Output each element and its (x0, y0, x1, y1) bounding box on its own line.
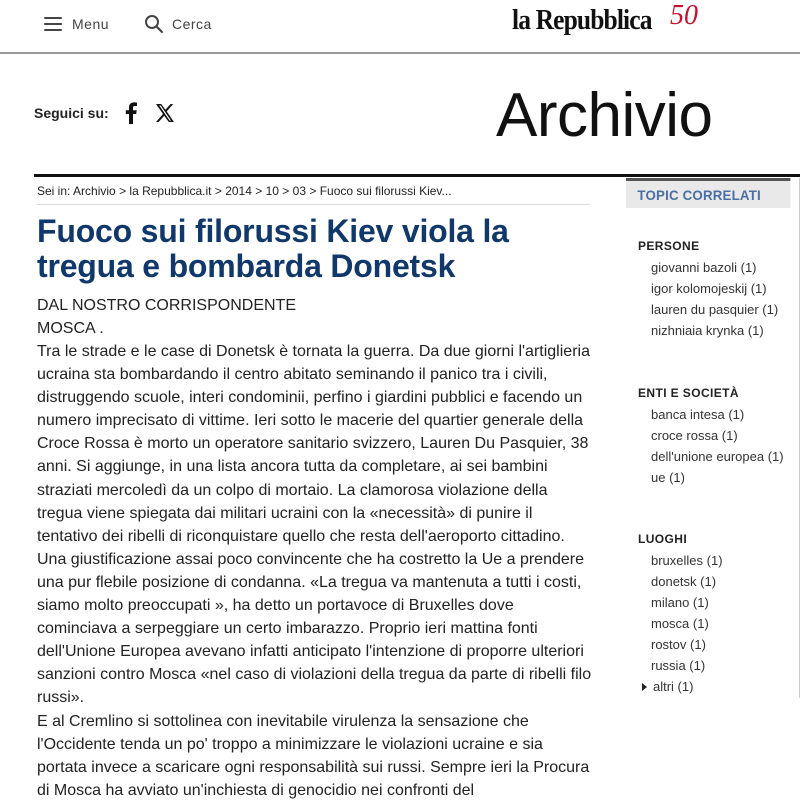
divider (34, 174, 800, 177)
breadcrumb (37, 184, 590, 205)
search-icon (144, 14, 164, 34)
topic-group-title: LUOGHI (638, 532, 688, 546)
topic-link[interactable]: rostov (1) (651, 637, 706, 652)
topic-link[interactable]: donetsk (1) (651, 574, 717, 589)
topic-link[interactable]: giovanni bazoli (1) (651, 260, 757, 275)
top-bar (0, 0, 800, 54)
menu-button[interactable] (44, 12, 109, 36)
topic-group-enti (626, 386, 784, 491)
topic-group-luoghi (626, 532, 723, 700)
x-twitter-icon[interactable] (155, 103, 175, 123)
triangle-right-icon (642, 683, 647, 691)
topic-link[interactable]: lauren du pasquier (1) (651, 302, 779, 317)
show-more-topics[interactable] (638, 679, 723, 695)
topic-link[interactable]: igor kolomojeskij (1) (651, 281, 767, 296)
search-label: Cerca (172, 16, 212, 32)
topic-link[interactable]: banca intesa (1) (651, 407, 745, 422)
breadcrumb-separator: > (282, 184, 290, 198)
menu-label: Menu (72, 16, 110, 32)
breadcrumb-day[interactable]: 03 (292, 184, 307, 198)
article-byline (37, 294, 296, 340)
topic-link[interactable]: nizhniaia krynka (1) (651, 323, 764, 338)
article-title: Fuoco sui filorussi Kiev viola la tregua e bombarda Donetsk (37, 213, 509, 284)
related-topics-sidebar (626, 178, 800, 698)
topic-link[interactable]: bruxelles (1) (651, 553, 723, 568)
logo-50-anniversary: 50 (670, 0, 698, 31)
topic-link[interactable]: mosca (1) (651, 616, 709, 631)
topic-group-persone (626, 239, 778, 344)
article-paragraph: Tra le strade e le case di Donetsk è tornata la guerra. Da due giorni l'artiglieria ucraina sta bombardando il centro abitato seminando il panico tra i civili, distruggendo scuole, interi condominii, perfino i giardini pubblici e facendo un numero imprecisato di vittime. Ieri sotto le macerie del quartier generale della Croce Rossa è morto un operatore sanitario svizzero, Lauren Du Pasquier, 38 anni. Si aggiunge, in una lista ancora tutta da completare, ai sei bambini straziati mercoledì da un colpo di mortaio. La clamorosa violazione della tregua viene spiegata dai militari ucraini con la «necessità» di punire il tentativo dei ribelli di riconquistare quello che resta dell'aeroporto cittadino. Una giustificazione assai poco convincente che ha costretto la Ue a prendere una pur flebile posizione di condanna. «La tregua va mantenuta a tutti i costi, siamo molto preoccupati », ha detto un portavoce di Bruxelles dove cominciava a serpeggiare un certo imbarazzo. Proprio ieri mattina fonti dell'Unione Europea avevano infatti anticipato l'intenzione di proporre ulteriori sanzioni contro Mosca «nel caso di violazioni della tregua da parte di ribelli filo russi». (37, 343, 592, 707)
hamburger-icon (44, 17, 62, 31)
breadcrumb-repubblica[interactable]: la Repubblica.it (129, 184, 212, 198)
breadcrumb-archivio[interactable]: Archivio (73, 184, 116, 198)
breadcrumb-separator: > (214, 184, 222, 198)
topic-group-title: PERSONE (638, 239, 700, 253)
facebook-icon[interactable] (123, 102, 139, 124)
article-paragraph: E al Cremlino si sottolinea con inevitabile virulenza la sensazione che l'Occidente tenda un po' troppo a minimizzare le violazioni ucraine e sia portata invece a scaricare ogni responsabilità sui russi. Sempre ieri la Procura di Mosca ha avviato un'inchiesta di genocidio nei confronti del (37, 712, 590, 799)
follow-label: Seguici su: (34, 105, 109, 121)
topic-group-title: ENTI E SOCIETÀ (638, 386, 739, 400)
breadcrumb-current: Fuoco sui filorussi Kiev... (319, 184, 452, 198)
section-title: Archivio (496, 81, 713, 150)
article-body (37, 340, 597, 802)
sidebar-header: TOPIC CORRELATI (626, 178, 790, 208)
topic-link[interactable]: dell'unione europea (1) (651, 449, 784, 464)
repubblica-logo[interactable] (512, 0, 698, 40)
logo-text: la Repubblica (512, 4, 652, 36)
breadcrumb-separator: > (309, 184, 317, 198)
topic-link[interactable]: croce rossa (1) (651, 428, 738, 443)
byline-location: MOSCA . (37, 320, 104, 337)
show-more-label: altri (1) (653, 679, 694, 694)
topic-link[interactable]: ue (1) (651, 470, 685, 485)
breadcrumb-separator: > (255, 184, 263, 198)
breadcrumb-year[interactable]: 2014 (225, 184, 252, 198)
breadcrumb-separator: > (119, 184, 127, 198)
breadcrumb-prefix: Sei in: (37, 184, 71, 198)
breadcrumb-month[interactable]: 10 (265, 184, 279, 198)
topic-link[interactable]: russia (1) (651, 658, 706, 673)
follow-us (34, 102, 175, 124)
search-button[interactable] (144, 12, 212, 36)
byline-author: DAL NOSTRO CORRISPONDENTE (37, 297, 296, 314)
topic-link[interactable]: milano (1) (651, 595, 709, 610)
